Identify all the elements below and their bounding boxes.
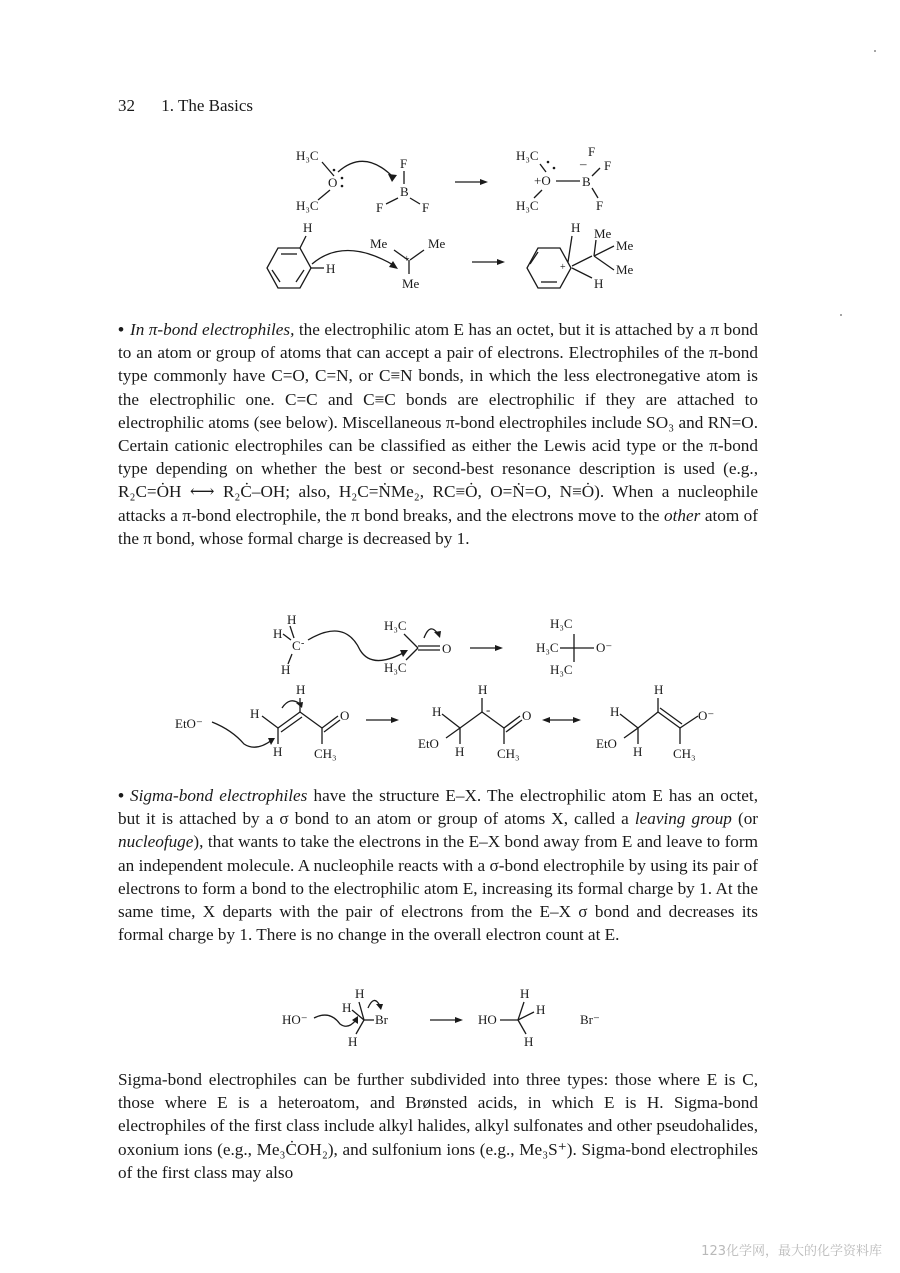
- paragraph-sigma-subtypes: [118, 1068, 758, 1184]
- chem-label: H: [478, 682, 488, 697]
- scheme-enone-ethoxide: [0, 682, 900, 764]
- chem-label: Br: [375, 1012, 388, 1027]
- scan-speck: [840, 314, 842, 316]
- chem-label: CH₃: [497, 746, 520, 761]
- curved-arrow: [338, 161, 394, 178]
- chem-label: Me: [402, 276, 420, 291]
- chem-label: H: [287, 612, 297, 627]
- scheme-ether-bf3: [0, 140, 900, 220]
- chem-label: H: [281, 662, 291, 677]
- chem-label: O: [340, 708, 350, 723]
- chem-label: +O: [534, 173, 551, 188]
- chem-label: O: [522, 708, 532, 723]
- chem-label: H: [355, 986, 365, 1001]
- chem-label: F: [376, 200, 384, 215]
- chem-label: Me: [370, 236, 388, 251]
- emphasis-other: other: [664, 505, 701, 525]
- chem-label: H: [571, 220, 581, 235]
- chem-label: O: [328, 175, 338, 190]
- chem-label: H: [303, 220, 313, 235]
- chem-label: F: [604, 158, 612, 173]
- paragraph-text: atom of the π bond, whose formal charge is decreased by 1.: [118, 505, 759, 548]
- chem-label: H₃C: [296, 148, 319, 163]
- chem-label: EtO: [418, 736, 439, 751]
- curved-arrow: [282, 701, 300, 708]
- minus-charge: -: [301, 638, 305, 649]
- term-nucleofuge: nucleofuge: [118, 832, 194, 852]
- chem-label: HO: [478, 1012, 497, 1027]
- paragraph-text: the electrophilic atom E has an octet, but it is attached by a π bond to an atom or group of atoms that can accept a pair of electrons. Electrophiles of the π-bond type commonly have C=O, C=N, or C≡N bonds, in which the less electronegative atom is the electrophilic one. C=C and C≡C bonds are electrophilic if they are attached to electrophilic atoms (see below). Miscellaneous π-bond electrophiles include SO₃ and RN=O. Certain cationic electrophiles can be classified as either the Lewis acid type or the π-bond type depending on whether the best or second-best resonance description is used (e.g., R₂C=ȮH ⟷ R₂Ċ–OH; also, H₂C=ṄMe₂, RC≡Ȯ, O=Ṅ=O, N≡Ȯ). When a nucleophile attacks a π-bond electrophile, the π bond breaks, and the electrons move to the: [118, 320, 759, 525]
- chem-label: H₃C: [550, 616, 573, 631]
- chem-label: HO⁻: [282, 1012, 308, 1027]
- chem-label: H₃C: [550, 662, 573, 677]
- chem-label: –: [580, 156, 587, 171]
- chem-label: B: [400, 184, 409, 199]
- chem-label: H₃C: [516, 148, 539, 163]
- chem-label: H: [432, 704, 442, 719]
- chem-label: H: [520, 986, 530, 1001]
- term-sigma-bond-electrophiles: Sigma-bond electrophiles: [130, 786, 308, 805]
- chem-label: H: [296, 682, 306, 697]
- chem-label: Me: [428, 236, 446, 251]
- chem-label: H: [342, 1000, 352, 1015]
- chem-label: EtO: [596, 736, 617, 751]
- plus-charge: +: [404, 254, 410, 265]
- chem-label: H₃C: [384, 618, 407, 633]
- chem-label: H₃C: [296, 198, 319, 213]
- chem-label: EtO⁻: [175, 716, 203, 731]
- chem-label: F: [422, 200, 430, 215]
- term-pi-bond-electrophiles: In π-bond electrophiles,: [130, 320, 295, 339]
- chem-label: CH₃: [314, 746, 337, 761]
- paragraph-text: ), that wants to take the electrons in the E–X bond away from E and leave to form an independent molecule. A nucleophile reacts with a σ-bond electrophile by using its pair of electrons to form a bond to the electrophilic atom E, increasing its formal charge by 1. At the same time, X departs with the pair of electrons from the E–X σ bond and decreases its formal charge by 1. There is no change in the overall electron count at E.: [118, 832, 758, 945]
- chem-label: H: [654, 682, 664, 697]
- plus-charge: +: [560, 262, 566, 273]
- chem-label: H: [524, 1034, 534, 1049]
- page-number: 32: [118, 96, 135, 115]
- chem-label: H₃C: [536, 640, 559, 655]
- chem-label: -: [486, 702, 491, 717]
- chapter-title: 1. The Basics: [161, 96, 254, 115]
- scan-speck: [874, 50, 876, 52]
- chem-label: H: [273, 626, 283, 641]
- chem-label: H: [536, 1002, 546, 1017]
- chem-label: Me: [616, 262, 634, 277]
- watermark: 123化学网，最大的化学资料库: [701, 1244, 882, 1259]
- running-header: [118, 96, 253, 116]
- chem-label: CH₃: [673, 746, 696, 761]
- paragraph-pi-bond-electrophiles: [118, 318, 758, 550]
- chem-label: F: [596, 198, 604, 213]
- paragraph-text: Sigma-bond electrophiles can be further subdivided into three types: those where E is C, those where E is a heteroatom, and Brønsted acids, in which E is H. Sigma-bond electrophiles of the first class include alkyl halides, alkyl sulfonates and other pseudohalides, oxonium ions (e.g., Me₃ĊOH₂), and sulfonium ions (e.g., Me₃S⁺). Sigma-bond electrophiles of the first class may also: [118, 1070, 758, 1182]
- term-leaving-group: leaving group: [634, 809, 732, 829]
- chem-label: C: [292, 638, 301, 653]
- curved-arrow: [312, 250, 395, 266]
- chem-label: H: [455, 744, 465, 759]
- chem-label: H: [250, 706, 260, 721]
- curved-arrow: [314, 1015, 356, 1026]
- chem-label: Me: [594, 226, 612, 241]
- paragraph-text: (or: [737, 809, 759, 829]
- curved-arrow: [308, 631, 405, 660]
- paragraph-text: have the structure E–X. The electrophilic atom E has an octet, but it is attached by a σ bond to an atom or group of atoms X, called a: [118, 786, 758, 829]
- chem-label: H: [633, 744, 643, 759]
- curved-arrow: [212, 722, 272, 747]
- chem-label: B: [582, 174, 591, 189]
- bullet-icon: •: [118, 786, 125, 805]
- chem-label: Br⁻: [580, 1012, 600, 1027]
- scheme-benzene-cation: [0, 218, 900, 302]
- chem-label: H: [348, 1034, 358, 1049]
- chem-label: H: [594, 276, 604, 291]
- scheme-methyl-acetone: [0, 610, 900, 682]
- chem-label: Me: [616, 238, 634, 253]
- chem-label: O⁻: [698, 708, 715, 723]
- chem-label: F: [400, 156, 408, 171]
- chem-label: H: [273, 744, 283, 759]
- chem-label: H: [610, 704, 620, 719]
- chem-label: H₃C: [384, 660, 407, 675]
- bullet-icon: •: [118, 320, 125, 339]
- chem-label: O: [442, 641, 452, 656]
- chem-label: O⁻: [596, 640, 613, 655]
- scheme-sn2: [0, 984, 900, 1054]
- chem-label: H: [326, 261, 336, 276]
- chem-label: F: [588, 144, 596, 159]
- chem-label: H₃C: [516, 198, 539, 213]
- paragraph-sigma-bond-electrophiles: [118, 784, 758, 946]
